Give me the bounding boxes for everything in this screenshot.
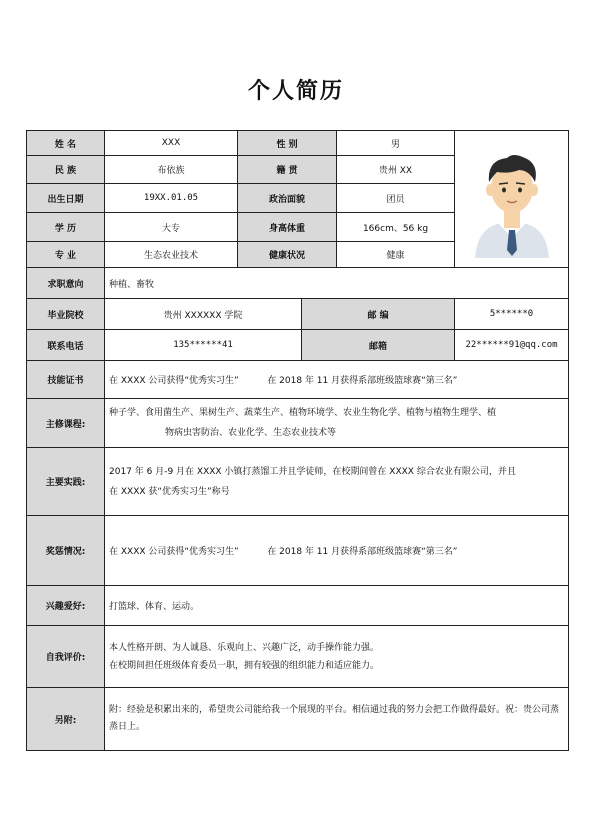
health-value: 健康 (337, 242, 455, 268)
birth-label: 出生日期 (27, 184, 105, 213)
birth-value: 19XX.01.05 (105, 184, 238, 213)
major-label: 专 业 (27, 242, 105, 268)
height-label: 身高体重 (238, 213, 337, 242)
row-self (27, 626, 569, 688)
award-text: 在 XXXX 公司获得“优秀实习生” 在 2018 年 11 月获得系部班级篮球赛“第三名” (105, 516, 569, 586)
self-text (105, 626, 569, 688)
row-name (27, 131, 569, 156)
cert-text: 在 XXXX 公司获得“优秀实习生” 在 2018 年 11 月获得系部班级篮球赛“第三名” (105, 361, 569, 399)
intent-label: 求职意向 (27, 268, 105, 299)
name-value: XXX (105, 131, 238, 156)
height-value: 166cm、56 kg (337, 213, 455, 242)
award-label: 奖惩情况: (27, 516, 105, 586)
practice-line-1: 2017 年 6 月-9 月在 XXXX 小镇打蒸馏工并且学徒师，在校期间曾在 XXXX 综合农业有限公司，并且 (109, 466, 516, 477)
political-label: 政治面貌 (238, 184, 337, 213)
hobby-text: 打篮球、体育、运动。 (105, 586, 569, 626)
post-value: 5******0 (455, 299, 569, 330)
practice-line-2: 在 XXXX 获“优秀实习生”称号 (109, 486, 230, 497)
row-hobby (27, 586, 569, 626)
row-school (27, 299, 569, 330)
row-phone (27, 330, 569, 361)
school-label: 毕业院校 (27, 299, 105, 330)
origin-label: 籍 贯 (238, 156, 337, 184)
name-label: 姓 名 (27, 131, 105, 156)
gender-value: 男 (337, 131, 455, 156)
resume-table (26, 130, 569, 751)
extra-label: 另附: (27, 688, 105, 751)
origin-value: 贵州 XX (337, 156, 455, 184)
photo-cell (455, 131, 569, 268)
phone-value: 135******41 (105, 330, 302, 361)
intent-value: 种植、畜牧 (105, 268, 569, 299)
courses-line-1: 种子学、食用菌生产、果树生产、蔬菜生产、植物环境学、农业生物化学、植物与植物生理学、植 (109, 408, 497, 418)
row-extra (27, 688, 569, 751)
hobby-label: 兴趣爱好: (27, 586, 105, 626)
resume-title: 个人简历 (247, 79, 344, 104)
ethnic-label: 民 族 (27, 156, 105, 184)
self-line-2: 在校期间担任班级体育委员一职，拥有较强的组织能力和适应能力。 (109, 660, 380, 671)
school-value: 贵州 XXXXXX 学院 (105, 299, 302, 330)
self-label: 自我评价: (27, 626, 105, 688)
extra-text: 附：经验是积累出来的，希望贵公司能给我一个展现的平台。相信通过我的努力会把工作做得最好。祝：贵公司蒸蒸日上。 (105, 688, 569, 751)
gender-label: 性 别 (238, 131, 337, 156)
row-intent (27, 268, 569, 299)
row-courses (27, 399, 569, 448)
avatar-man-icon (469, 138, 555, 258)
edu-label: 学 历 (27, 213, 105, 242)
courses-label: 主修课程: (27, 399, 105, 448)
political-value: 团员 (337, 184, 455, 213)
courses-text (105, 399, 569, 448)
ethnic-value: 布依族 (105, 156, 238, 184)
phone-label: 联系电话 (27, 330, 105, 361)
practice-label: 主要实践: (27, 448, 105, 516)
health-label: 健康状况 (238, 242, 337, 268)
post-label: 邮 编 (302, 299, 455, 330)
self-line-1: 本人性格开朗、为人诚恳、乐观向上、兴趣广泛，动手操作能力强。 (109, 642, 380, 653)
major-value: 生态农业技术 (105, 242, 238, 268)
row-practice (27, 448, 569, 516)
row-cert (27, 361, 569, 399)
email-label: 邮箱 (302, 330, 455, 361)
practice-text (105, 448, 569, 516)
email-value: 22******91@qq.com (455, 330, 569, 361)
courses-line-2: 物病虫害防治、农业化学、生态农业技术等 (165, 428, 337, 438)
row-award (27, 516, 569, 586)
cert-label: 技能证书 (27, 361, 105, 399)
edu-value: 大专 (105, 213, 238, 242)
